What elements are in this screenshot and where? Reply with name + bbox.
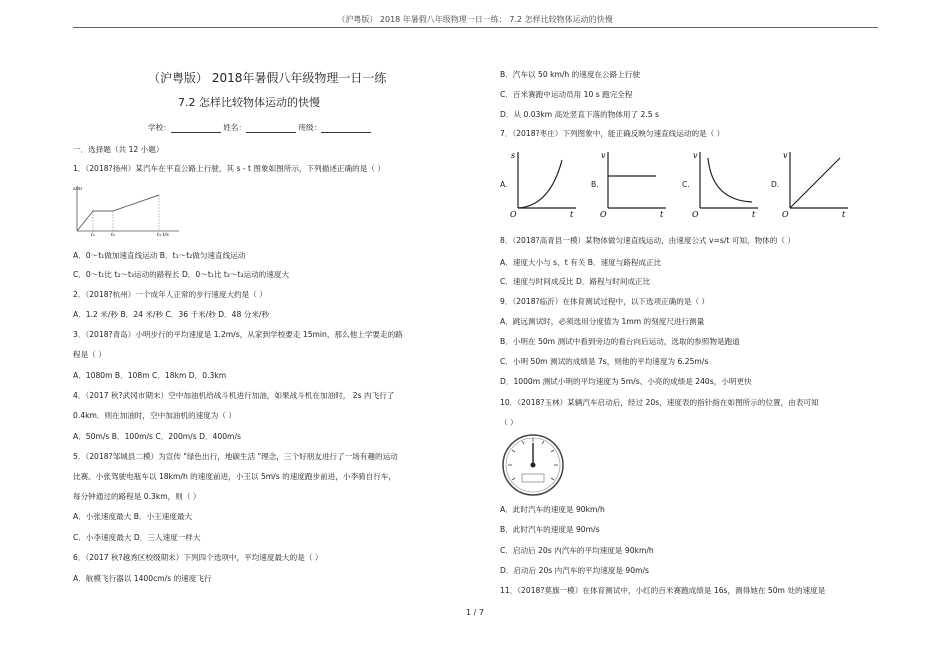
right-line: C．小明 50m 测试的成绩是 7s，则他的平均速度为 6.25m/s	[500, 357, 709, 366]
right-line: （ ）	[500, 418, 518, 427]
graph-label-a: A.	[500, 180, 508, 189]
left-line: 1．（2018?扬州）某汽车在平直公路上行驶，其 s - t 图象如图所示，下列描述正确的是（ ）	[73, 164, 385, 173]
left-line: A．1080m B．108m C．18km D．0.3km	[73, 371, 227, 380]
graph-c	[692, 148, 762, 218]
graph-b	[600, 148, 670, 218]
right-line: D．1000m 测试小明的平均速度为 5m/s、小亮的成绩是 240s，小明更快	[500, 377, 752, 386]
right-line: C．百米赛跑中运动员用 10 s 跑完全程	[500, 90, 633, 99]
graph-label-c: C.	[682, 180, 690, 189]
right-line: C．启动后 20s 内汽车的平均速度是 90km/h	[500, 546, 654, 555]
right-line: A．速度大小与 s、t 有关 B．速度与路程成正比	[500, 258, 662, 267]
left-line: A．0～t₁做加速直线运动 B．t₁～t₂做匀速直线运动	[73, 251, 246, 260]
right-line: B．小明在 50m 测试中看到旁边的看台向后运动，选取的参照物是跑道	[500, 337, 740, 346]
right-line: 8．（2018?高青县一模）某物体做匀速直线运动，由速度公式 v=s/t 可知，物体的（ ）	[500, 236, 795, 245]
right-line: A．此时汽车的速度是 90km/h	[500, 505, 605, 514]
left-line: 5．（2018?邹城县二模）为宣传 "绿色出行，地碳生活 "理念，三个好朋友进行了一场有趣的运动	[73, 452, 398, 461]
left-line: 6．（2017 秋?越秀区校级期末）下列四个选项中，平均速度最大的是（ ）	[73, 553, 323, 562]
left-line: A．小张速度最大 B．小王速度最大	[73, 512, 193, 521]
right-line: B．此时汽车的速度是 90m/s	[500, 525, 600, 534]
left-line: 比赛。小张驾驶电瓶车以 18km/h 的速度前进，小王以 5m/s 的速度跑步前进，小李骑自行车，	[73, 472, 397, 481]
left-line: A．航模飞行器以 1400cm/s 的速度飞行	[73, 574, 212, 583]
svg-text:O: O	[510, 210, 517, 218]
right-line: A．跳远测试时，必须选用分度值为 1mm 的刻度尺进行测量	[500, 317, 705, 326]
section-heading: 一．选择题（共 12 小题）	[73, 145, 164, 154]
svg-text:t: t	[752, 210, 756, 218]
class-blank	[321, 124, 371, 133]
page-number: 1 / 7	[466, 608, 484, 617]
page-header: （沪粤版） 2018 年暑假八年级物理一日一练： 7.2 怎样比较物体运动的快慢	[337, 15, 613, 24]
left-line: A．1.2 米/秒 B．24 米/秒 C．36 千米/秒 D．48 分米/秒	[73, 310, 270, 319]
svg-text:v: v	[601, 151, 606, 160]
right-line: C．速度与时间成反比 D．路程与时间成正比	[500, 277, 651, 286]
left-line: C．0～t₁比 t₂～t₃运动的路程长 D．0～t₁比 t₂～t₃运动的速度大	[73, 270, 290, 279]
left-line: 0.4km．则在加油时，空中加油机的速度为（ ）	[73, 411, 236, 420]
graph-label-b: B.	[591, 180, 599, 189]
svg-text:t₂: t₂	[111, 232, 116, 237]
graph-d	[782, 148, 852, 218]
right-line: D．从 0.03km 高处竖直下落的物体用了 2.5 s	[500, 110, 659, 119]
svg-text:O: O	[600, 210, 607, 218]
graph-label-d: D.	[771, 180, 780, 189]
svg-text:t: t	[842, 210, 846, 218]
svg-text:s: s	[511, 151, 516, 160]
right-line: B．汽车以 50 km/h 的速度在公路上行驶	[500, 70, 640, 79]
info-line	[148, 123, 371, 133]
svg-text:v: v	[693, 151, 698, 160]
doc-subtitle: 7.2 怎样比较物体运动的快慢	[178, 96, 320, 109]
svg-text:t₁: t₁	[91, 232, 96, 237]
left-line: 程是（ ）	[73, 350, 106, 359]
left-line: 4．（2017 秋?武冈市期末）空中加油机给战斗机进行加油，如果战斗机在加油时， 2s 内飞行了	[73, 391, 395, 400]
st-graph	[73, 183, 183, 237]
svg-text:v: v	[783, 151, 788, 160]
header-divider	[73, 27, 878, 28]
name-blank	[246, 124, 296, 133]
right-line: 11．（2018?莫旗一模）在体育测试中，小红的百米赛跑成绩是 16s，测得她在 50m 处的速度是	[500, 586, 826, 595]
info-name-label: 姓名：	[223, 123, 246, 132]
info-school-label: 学校：	[148, 123, 171, 132]
svg-text:O: O	[692, 210, 699, 218]
svg-text:t₃ t/s: t₃ t/s	[157, 232, 169, 237]
doc-title: （沪粤版） 2018年暑假八年级物理一日一练	[148, 71, 387, 85]
left-line: C．小李速度最大 D．三人速度一样大	[73, 533, 201, 542]
svg-text:s/m: s/m	[73, 186, 82, 192]
info-class-label: 班级：	[298, 123, 322, 132]
graph-a	[510, 148, 580, 218]
right-line: 7．（2018?枣庄）下列图象中，能正确反映匀速直线运动的是（ ）	[500, 129, 725, 138]
left-line: 每分钟通过的路程是 0.3km，则（ ）	[73, 492, 201, 501]
speedometer-figure	[500, 432, 566, 498]
svg-text:t: t	[660, 210, 664, 218]
right-line: 10．（2018?玉林）某辆汽车启动后，经过 20s，速度表的指针指在如图所示的位置，由表可知	[500, 398, 819, 407]
right-line: D．启动后 20s 内汽车的平均速度是 90m/s	[500, 566, 649, 575]
svg-text:O: O	[782, 210, 789, 218]
svg-text:t: t	[570, 210, 574, 218]
school-blank	[171, 124, 221, 133]
left-line: 2．（2018?杭州）一个成年人正常的步行速度大约是（ ）	[73, 290, 267, 299]
right-line: 9．（2018?临沂）在体育测试过程中，以下选项正确的是（ ）	[500, 297, 710, 306]
left-line: A．50m/s B．100m/s C．200m/s D．400m/s	[73, 432, 241, 441]
left-line: 3．（2018?青岛）小明步行的平均速度是 1.2m/s，从家到学校要走 15min，那么他上学要走的路	[73, 330, 403, 339]
